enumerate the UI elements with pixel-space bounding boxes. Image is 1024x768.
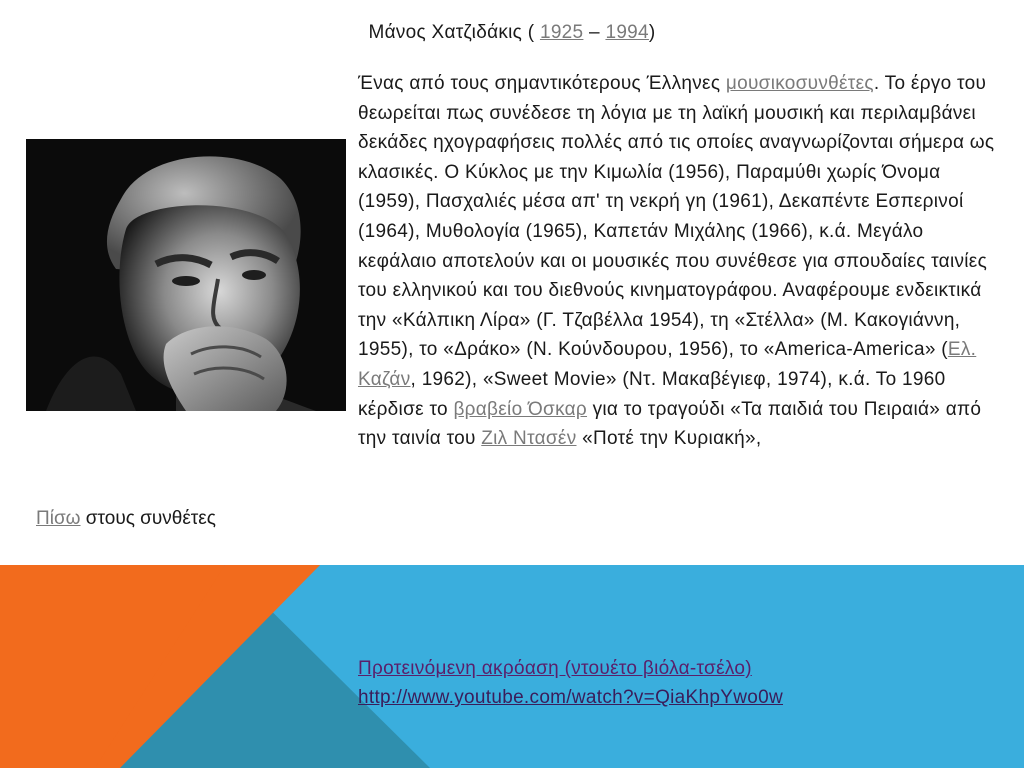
oscar-link[interactable]: βραβείο Όσκαρ (453, 398, 588, 420)
title-name: Μάνος Χατζιδάκις ( (368, 22, 535, 43)
bio-part-4: για το τραγούδι «Τα παιδιά του Πειραιά» από την ταινία του (358, 398, 982, 450)
recommended-listening (358, 654, 848, 712)
bio-part-2: . Το έργο του θεωρείται πως συνέδεσε τη λόγια με τη λαϊκή μουσική και περιλαμβάνει δεκάδες ηχογραφήσεις πολλές από τις οποίες αναγνωρίζονται σήμερα ως κλασικές. Ο Κύκλος με την Κιμωλία (1956), Παραμύθι χωρίς Όνομα (1959), Πασχαλιές μέσα απ' τη νεκρή γη (1961), Δεκαπέντε Εσπερινοί (1964), Μυθολογία (1965), Καπετάν Μιχάλης (1966), κ.ά. Μεγάλο κεφάλαιο αποτελούν και οι μουσικές που συνέθεσε για σπουδαίες ταινίες του ελληνικού και του διεθνούς κινηματογράφου. Αναφέρουμε ενδεικτικά την «Κάλπικη Λίρα» (Γ. Τζαβέλλα 1954), τη «Στέλλα» (Μ. Κακογιάννη, 1955), το «Δράκο» (Ν. Κούνδουρου, 1956), το «America-America» ( (358, 73, 995, 361)
kazan-link[interactable]: Ελ. Καζάν (358, 339, 977, 390)
composer-portrait (26, 139, 346, 411)
dassin-link[interactable]: Ζιλ Ντασέν (481, 428, 577, 450)
title-dash: – (583, 22, 606, 43)
slide-title (0, 22, 1024, 44)
recommendation-heading-link[interactable]: Προτεινόμενη ακρόαση (ντουέτο βιόλα-τσέλο) (358, 658, 752, 679)
title-close: ) (648, 22, 656, 43)
portrait-image (26, 139, 346, 411)
back-link[interactable]: Πίσω (36, 508, 81, 529)
youtube-url-link[interactable]: http://www.youtube.com/watch?v=QiaKhpYwo0w (358, 687, 784, 708)
back-to-composers (36, 508, 216, 530)
bio-part-1: Ένας από τους σημαντικότερους Έλληνες (358, 73, 726, 94)
bio-part-5: «Ποτέ την Κυριακή», (576, 428, 762, 450)
death-year-link[interactable]: 1994 (605, 22, 649, 43)
composers-link[interactable]: μουσικοσυνθέτες (725, 73, 874, 94)
birth-year-link[interactable]: 1925 (539, 22, 584, 43)
back-link-rest: στους συνθέτες (80, 508, 216, 529)
bio-part-3: , 1962), «Sweet Movie» (Ντ. Μακαβέγιεφ, 1974), κ.ά. Το 1960 κέρδισε το (358, 368, 946, 420)
biography-text (358, 69, 998, 454)
